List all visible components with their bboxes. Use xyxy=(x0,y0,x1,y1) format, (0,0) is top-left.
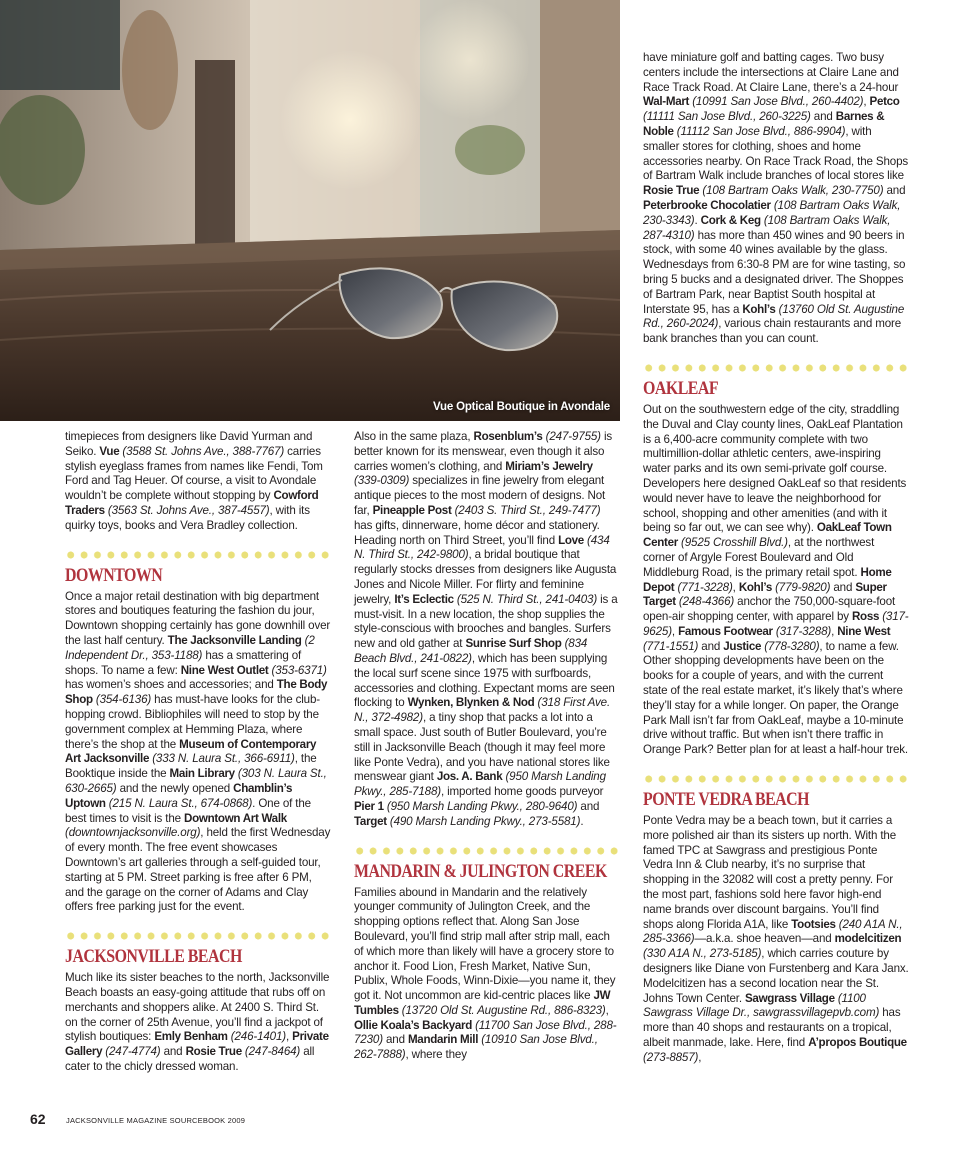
text-run: Once a major retail destination with big department stores and boutiques featuring the fashion du jour, Downtown shopping certainly has gone downhill over the last half century. xyxy=(65,589,331,647)
business-address: (330 A1A N., 273-5185) xyxy=(643,947,762,961)
business-name: Pineapple Post xyxy=(372,503,452,517)
text-run: and xyxy=(160,1045,186,1059)
store-interior-illustration xyxy=(0,0,620,421)
text-run: , a tiny shop that packs a lot into a small space. Just south of Butler Boulevard, you’re still in Jacksonville Beach (though it may feel more like Ponte Vedra), and you have national stores like menswear giant xyxy=(354,711,610,784)
section-divider-dots xyxy=(643,361,909,375)
business-address: (1100 Sawgrass Village Dr., sawgrassvillagepvb.com) xyxy=(643,991,880,1020)
section-divider-dots xyxy=(643,772,909,786)
business-address: (778-3280) xyxy=(764,639,820,653)
text-run: and the newly opened xyxy=(116,781,234,795)
business-name: Love xyxy=(558,533,584,547)
business-name: Cowford Traders xyxy=(65,489,319,517)
text-run: —a.k.a. shoe heaven—and xyxy=(694,932,835,946)
paragraph-beach-continued xyxy=(354,430,620,830)
business-address: (108 Bartram Oaks Walk, 230-7750) xyxy=(702,184,884,198)
business-name: Sawgrass Village xyxy=(745,991,835,1005)
business-address: (215 N. Laura St., 674-0868) xyxy=(108,796,253,810)
business-address: (9525 Crosshill Blvd.) xyxy=(681,536,788,550)
business-name: Miriam’s Jewelry xyxy=(505,459,593,473)
business-address: (247-4774) xyxy=(105,1045,161,1059)
text-run: . One of the best times to visit is the xyxy=(65,796,311,825)
text-run: and xyxy=(883,184,906,198)
text-run: , xyxy=(732,580,739,594)
section-heading-downtown: DOWNTOWN xyxy=(65,565,163,586)
section-heading-mandarin: MANDARIN & JULINGTON CREEK xyxy=(354,861,607,882)
business-name: modelcitizen xyxy=(834,932,902,946)
business-address: (11111 San Jose Blvd., 260-3225) xyxy=(643,110,811,124)
business-name: Kohl’s xyxy=(742,302,776,316)
business-name: A’propos Boutique xyxy=(808,1036,907,1050)
feature-photo xyxy=(0,0,620,421)
business-name: It’s Eclectic xyxy=(394,592,454,606)
text-run: all cater to the chicly dressed woman. xyxy=(65,1045,315,1073)
business-name: Jos. A. Bank xyxy=(436,770,503,784)
text-run: , xyxy=(831,624,838,638)
paragraph-avondale-continued xyxy=(65,430,331,534)
business-name: Kohl’s xyxy=(738,580,773,594)
business-name: Home Depot xyxy=(643,565,892,594)
business-name: The Body Shop xyxy=(65,678,328,707)
text-run: timepieces from designers like David Yurman and Seiko. xyxy=(65,430,313,458)
business-address: (13760 Old St. Augustine Rd., 260-2024) xyxy=(643,302,905,331)
business-address: (10910 San Jose Blvd., 262-7888) xyxy=(354,1033,598,1062)
business-address: (950 Marsh Landing Pkwy., 280-9640) xyxy=(386,799,578,813)
business-name: The Jacksonville Landing xyxy=(167,633,302,647)
business-address: (834 Beach Blvd., 241-0822) xyxy=(354,637,588,665)
business-address: (950 Marsh Landing Pkwy., 285-7188) xyxy=(354,770,606,799)
text-run: , which has been supplying the local surf scene since 1975 with surfboards, accessories and clothing. Expectant moms are seen flocking to xyxy=(354,651,615,710)
business-name: Sunrise Surf Shop xyxy=(465,637,562,651)
text-run: , xyxy=(698,1050,702,1064)
paragraph-downtown xyxy=(65,590,331,916)
business-name: Target xyxy=(354,814,387,828)
business-name: Chamblin’s Uptown xyxy=(65,781,293,810)
text-run: Also in the same plaza, xyxy=(354,430,474,443)
text-run: , xyxy=(605,1003,609,1017)
business-address: (10991 San Jose Blvd., 260-4402) xyxy=(692,95,864,109)
column-2 xyxy=(354,430,620,1063)
text-run: Out on the southwestern edge of the city, straddling the Duval and Clay county lines, OakLeaf Plantation is a 6,400-acre community complete with two multimillion-dollar athletic centers, awe-inspiring water parks and its own semi-private golf course. Developers here designed OakLeaf so that residents would never have to leave the neighborhood for school, shopping and other amenities (and with it being so far out, we can see why). xyxy=(643,402,907,535)
business-address: (2 Independent Dr., 353-1188) xyxy=(65,633,315,662)
business-name: Vue xyxy=(99,444,120,458)
section-divider-dots xyxy=(65,548,331,562)
business-address: (2403 S. Third St., 249-7477) xyxy=(454,503,601,517)
business-address: (273-8857) xyxy=(643,1050,699,1064)
text-run: has women’s shoes and accessories; and xyxy=(65,678,277,692)
business-name: Museum of Contemporary Art Jacksonville xyxy=(65,737,317,766)
business-address: (771-3228) xyxy=(677,580,733,594)
business-name: Private Gallery xyxy=(65,1030,329,1059)
text-run: has gifts, dinnerware, home décor and stationery. Heading north on Third Street, you’ll find xyxy=(354,518,600,547)
business-address: (11700 San Jose Blvd., 288-7230) xyxy=(354,1018,617,1047)
business-address: (108 Bartram Oaks Walk, 230-3343) xyxy=(643,198,901,227)
business-address: (339-0309) xyxy=(354,474,410,488)
paragraph-jacksonville-beach xyxy=(65,971,331,1075)
business-address: (downtownjacksonville.org) xyxy=(65,826,201,840)
business-address: (108 Bartram Oaks Walk, 287-4310) xyxy=(643,213,891,242)
section-heading-oakleaf: OAKLEAF xyxy=(643,378,719,399)
business-name: Ollie Koala’s Backyard xyxy=(354,1018,472,1032)
text-run: and xyxy=(810,110,836,124)
text-run: , which carries couture by designers like Diane von Furstenberg and Kara Janx. Modelcitizen has a second location near the St. Johns Town Center. xyxy=(643,947,909,1005)
business-address: (317-9625) xyxy=(643,610,909,638)
text-run: , at the northwest corner of Argyle Forest Boulevard and Old Middleburg Road, is the primary retail spot. xyxy=(643,536,875,579)
column-1 xyxy=(65,430,331,1075)
business-address: (247-9755) xyxy=(545,430,601,443)
business-name: Nine West xyxy=(837,624,891,638)
page-number: 62 xyxy=(30,1111,46,1127)
business-name: Wynken, Blynken & Nod xyxy=(407,696,535,710)
business-name: Pier 1 xyxy=(354,799,384,813)
business-name: Barnes & Noble xyxy=(643,110,885,138)
business-name: Peterbrooke Chocolatier xyxy=(643,198,771,212)
section-divider-dots xyxy=(354,844,620,858)
text-run: , held the first Wednesday of every month. The free event showcases Downtown’s art galleries through a self-guided tour, starting at 5 PM. Street parking is free after 6 PM, and the garage on the corner of Adams and Clay offers free parking just for the event. xyxy=(65,826,331,914)
business-address: (3563 St. Johns Ave., 387-4557) xyxy=(107,503,270,517)
text-run: specializes in fine jewelry from elegant antique pieces to the most modern of designs. Not far, xyxy=(354,474,606,517)
business-address: (525 N. Third St., 241-0403) xyxy=(456,592,598,606)
text-run: have miniature golf and batting cages. Two busy centers include the intersections at Claire Lane and Race Track Road. At Claire Lane, there’s a 24-hour xyxy=(643,51,899,94)
text-run: , with its quirky toys, books and Vera Bradley collection. xyxy=(65,503,310,532)
business-address: (317-3288) xyxy=(775,624,832,638)
text-run: , to name a few. Other shopping developments have been on the books for a couple of years, and with the current state of the real estate market, it’s likely that’s where they’ll stay for a while longer. On paper, the Orange Park Mall isn’t far from OakLeaf, maybe a 10-minute drive without traffic. But when isn’t there traffic in Orange Park? Better plan for at least a half-hour trek. xyxy=(643,639,908,757)
business-name: OakLeaf Town Center xyxy=(643,521,892,550)
section-heading-ponte-vedra-beach: PONTE VEDRA BEACH xyxy=(643,790,809,811)
business-name: Tootsies xyxy=(791,917,836,931)
text-run: has more than 40 shops and restaurants on a tropical, albeit manmade, lake. Here, find xyxy=(643,1006,901,1050)
business-name: Petco xyxy=(869,95,900,109)
text-run: , xyxy=(863,95,870,109)
text-run: , where they xyxy=(405,1048,467,1062)
paragraph-ponte-vedra xyxy=(643,814,909,1066)
business-address: (490 Marsh Landing Pkwy., 273-5581) xyxy=(389,814,581,828)
paragraph-mandarin xyxy=(354,886,620,1064)
photo-caption: Vue Optical Boutique in Avondale xyxy=(433,401,610,413)
text-run: Ponte Vedra may be a beach town, but it carries a more polished air than its sisters up north. With the famed TPC at Sawgrass and prestigious Ponte Vedra Inn & Club nearby, it’s no surprise that shopping in the 32082 will cost a pretty penny. For the most part, fashions sold here favor high-end name brands over discount bargains. You’ll find shops along Florida A1A, like xyxy=(643,814,897,931)
text-run: anchor the 750,000-square-foot open-air shopping center, with apparel by xyxy=(643,595,896,624)
business-name: Rosie True xyxy=(185,1045,242,1059)
running-title: JACKSONVILLE MAGAZINE SOURCEBOOK 2009 xyxy=(66,1116,246,1125)
business-address: (246-1401) xyxy=(230,1030,286,1044)
text-run: Much like its sister beaches to the north, Jacksonville Beach boasts an easy-going attitude that rubs off on merchants and shoppers alike. At 2400 S. Third St. on the corner of 25th Avenue, you’ll find a jackpot of stylish boutiques: xyxy=(65,971,330,1044)
business-address: (3588 St. Johns Ave., 388-7767) xyxy=(122,444,285,458)
section-heading-jacksonville-beach: JACKSONVILLE BEACH xyxy=(65,947,242,968)
paragraph-mandarin-continued xyxy=(643,51,909,347)
text-run: and xyxy=(830,580,856,594)
text-run: has must-have looks for the club-hopping crowd. Bibliophiles will need to stop by the government complex at Hemming Plaza, where there’s the shop at the xyxy=(65,693,320,751)
business-address: (779-9820) xyxy=(775,580,831,594)
business-address: (11112 San Jose Blvd., 886-9904) xyxy=(676,124,846,138)
column-3 xyxy=(643,51,909,1066)
business-address: (248-4366) xyxy=(678,595,735,609)
section-divider-dots xyxy=(65,929,331,943)
text-run: , various chain restaurants and more bank branches than you can count. xyxy=(643,317,902,346)
text-run: , with smaller stores for clothing, shoes and home accessories nearby. On Race Track Road, the Shops of Bartram Walk include branches of local stores like xyxy=(643,124,909,183)
text-run: , xyxy=(671,624,679,638)
business-name: Super Target xyxy=(643,580,887,609)
business-address: (333 N. Laura St., 366-6911) xyxy=(152,752,295,766)
business-address: (434 N. Third St., 242-9800) xyxy=(354,533,610,562)
text-run: . xyxy=(580,814,584,828)
business-name: Cork & Keg xyxy=(700,213,761,227)
text-run: . xyxy=(694,213,701,227)
text-run: has a smattering of shops. To name a few: xyxy=(65,648,302,677)
business-address: (247-8464) xyxy=(244,1045,301,1059)
business-name: Mandarin Mill xyxy=(407,1033,479,1047)
text-run: and xyxy=(698,639,724,653)
business-name: Emly Benham xyxy=(154,1030,228,1044)
text-run: and xyxy=(382,1033,408,1047)
business-name: Rosie True xyxy=(643,184,700,198)
business-name: Justice xyxy=(723,639,762,653)
business-name: JW Tumbles xyxy=(354,989,611,1017)
business-address: (771-1551) xyxy=(643,639,699,653)
text-run: is better known for its menswear, even though it also carries women’s clothing, and xyxy=(354,430,613,473)
text-run: is a must-visit. In a new location, the shop supplies the style-conscious with brooches and bangles. Surfers new and old gather at xyxy=(354,592,618,651)
text-run: , imported home goods purveyor xyxy=(440,785,604,799)
business-address: (13720 Old St. Augustine Rd., 886-8323) xyxy=(401,1003,606,1017)
business-name: Main Library xyxy=(169,767,235,781)
paragraph-oakleaf xyxy=(643,403,909,758)
text-run: , xyxy=(285,1030,293,1044)
business-name: Rosenblum’s xyxy=(473,430,543,443)
text-run: has more than 450 wines and 90 beers in stock, with some 40 wines available by the glass. Wednesdays from 6:30-8 PM are for wine tasting, so bring 5 bucks and a designated driver. The Shoppes of Bartram Park, near Baptist South hospital at Interstate 95, has a xyxy=(643,228,906,316)
business-address: (318 First Ave. N., 372-4982) xyxy=(354,696,611,725)
text-run: , the Booktique inside the xyxy=(65,752,317,781)
business-address: (353-6371) xyxy=(271,663,327,677)
business-name: Downtown Art Walk xyxy=(184,811,287,825)
text-run: and xyxy=(577,799,600,813)
business-name: Nine West Outlet xyxy=(180,663,269,677)
business-name: Ross xyxy=(851,610,880,624)
business-address: (303 N. Laura St., 630-2665) xyxy=(65,767,327,795)
text-run: , a bridal boutique that regularly stocks dresses from designers like Augusta Jones and Nicole Miller. For flirty and feminine jewelry, xyxy=(354,548,617,606)
business-name: Famous Footwear xyxy=(678,624,773,638)
business-address: (354-6136) xyxy=(95,693,152,707)
text-run: Families abound in Mandarin and the relatively younger community of Julington Creek, and the shopping options reflect that. Along San Jose Boulevard, you’ll find strip mall after strip mall, each of which more than likely will have a grocery store to anchor it. Food Lion, Fresh Market, Native Sun, Publix, Whole Foods, Winn-Dixie—you name it, they got it. Not uncommon are kid-centric places like xyxy=(354,885,616,1003)
business-name: Wal-Mart xyxy=(643,95,690,109)
text-run: carries stylish eyeglass frames from names like Fendi, Tom Ford and Tag Heuer. Of course, a visit to Avondale wouldn’t be complete without stopping by xyxy=(65,444,323,503)
business-address: (240 A1A N., 285-3366) xyxy=(643,917,903,946)
